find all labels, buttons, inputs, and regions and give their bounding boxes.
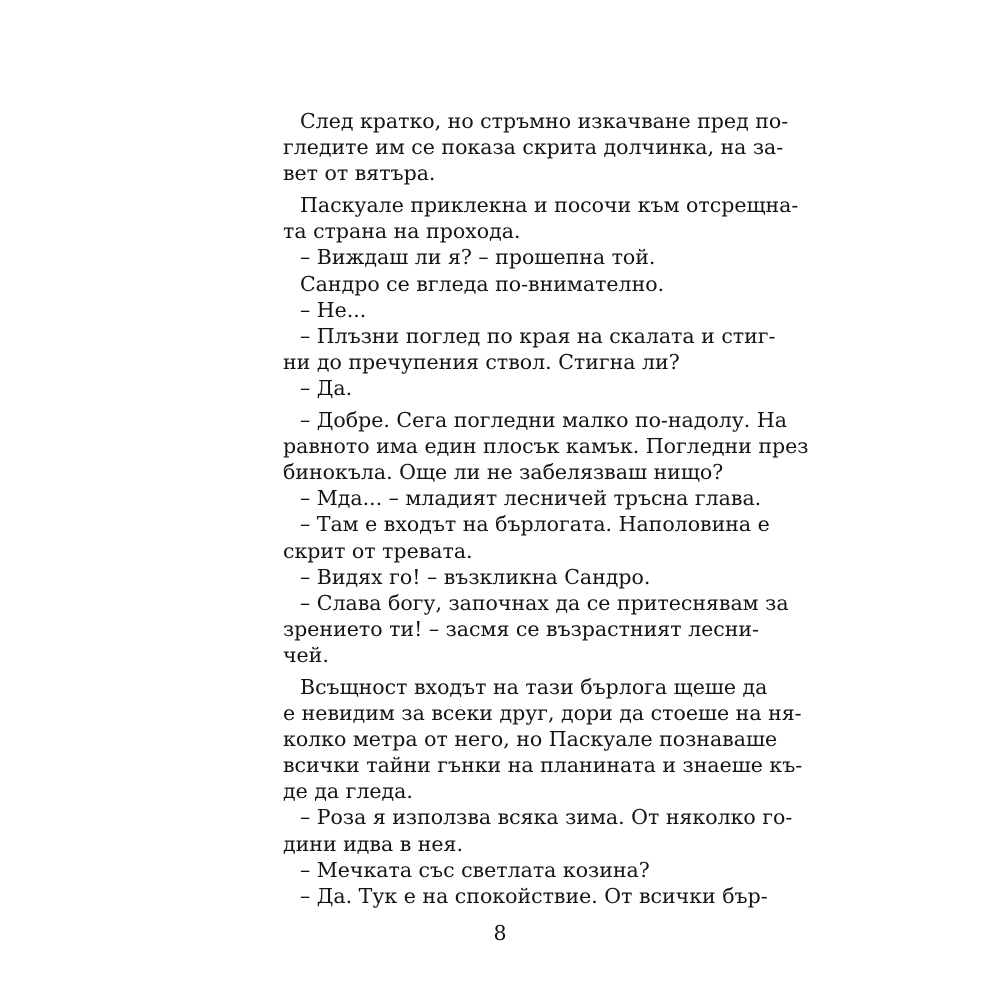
text-line: ни до пречупения ствол. Стигна ли?: [283, 349, 680, 374]
text-line: – Плъзни поглед по края на скалата и стиг-: [300, 323, 776, 348]
text-line: та страна на прохода.: [283, 219, 521, 244]
text-line: – Виждаш ли я? – прошепна той.: [300, 245, 656, 270]
text-line: бинокъла. Още ли не забелязваш нищо?: [283, 460, 724, 485]
text-line: Сандро се вгледа по-внимателно.: [300, 271, 665, 296]
text-line: – Видях го! – възкликна Сандро.: [300, 564, 651, 589]
text-line: Паскуале приклекна и посочи към отсрещна-: [300, 193, 799, 218]
text-line: – Да.: [300, 375, 353, 400]
text-line: Всъщност входът на тази бърлога щеше да: [300, 674, 768, 699]
text-line: дини идва в нея.: [283, 831, 463, 856]
text-line: всички тайни гънки на планината и знаеше къ-: [283, 753, 803, 778]
text-line: – Слава богу, започнах да се притеснявам за: [300, 590, 789, 615]
text-line: скрит от тревата.: [283, 538, 473, 563]
text-line: – Добре. Сега погледни малко по-надолу. На: [300, 408, 787, 433]
text-line: гледите им се показа скрита долчинка, на за-: [283, 135, 784, 160]
text-line: – Мда... – младият лесничей тръсна глава.: [300, 486, 762, 511]
text-line: След кратко, но стръмно изкачване пред по-: [300, 109, 789, 133]
text-line: е невидим за всеки друг, дори да стоеше на ня-: [283, 701, 802, 726]
text-line: – Да. Тук е на спокойствие. От всички бър-: [300, 883, 768, 908]
page-number: 8: [493, 921, 507, 945]
text-line: – Там е входът на бърлогата. Наполовина е: [300, 512, 770, 537]
text-line: равното има един плосък камък. Погледни през: [283, 434, 809, 459]
text-line: вет от вятъра.: [283, 161, 436, 186]
text-line: – Роза я използва всяка зима. От няколко го-: [300, 805, 793, 830]
text-line: – Мечката със светлата козина?: [300, 857, 650, 882]
text-line: де да гледа.: [283, 779, 413, 804]
text-line: колко метра от него, но Паскуале познаваше: [283, 727, 778, 752]
text-line: зрението ти! – засмя се възрастният лесни-: [283, 616, 759, 641]
text-line: – Не...: [300, 297, 367, 322]
body-text: [283, 108, 809, 909]
text-line: чей.: [283, 642, 329, 667]
